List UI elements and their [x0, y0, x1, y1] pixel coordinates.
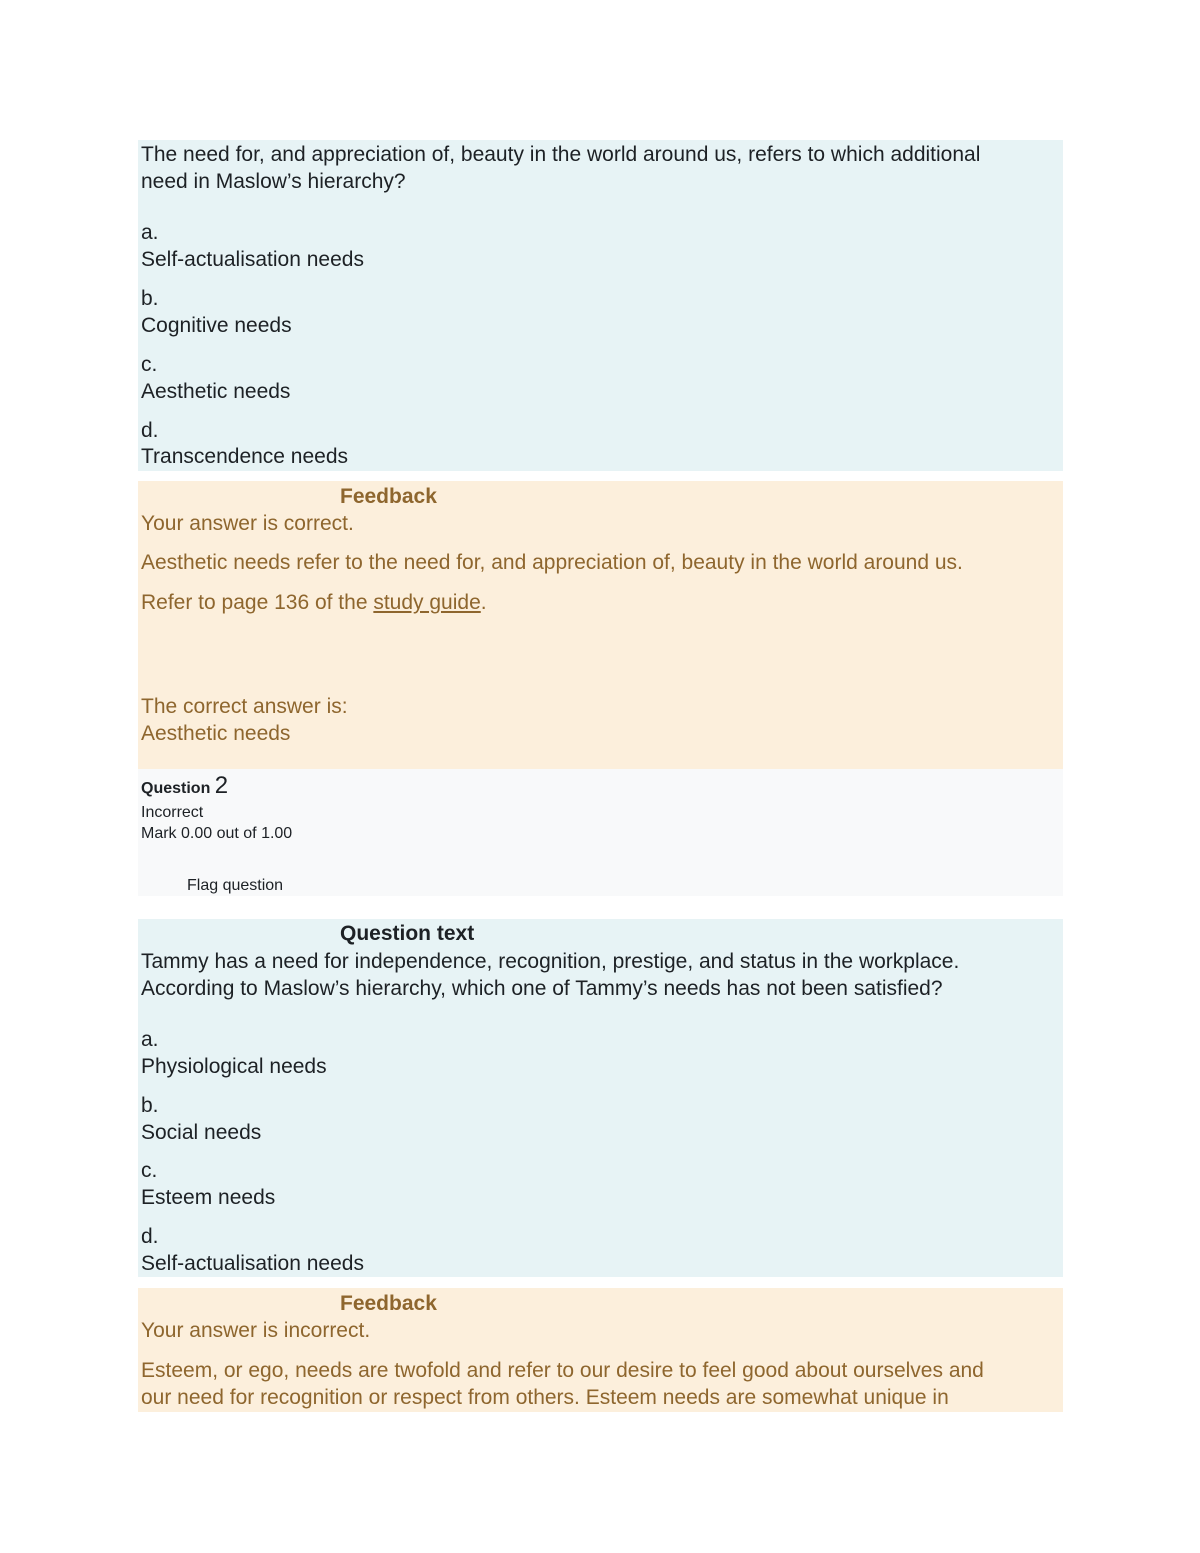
q1-correct-answer-label: The correct answer is: [141, 695, 348, 718]
q1-correct-answer-value: Aesthetic needs [141, 722, 291, 745]
study-guide-link[interactable]: study guide [373, 591, 481, 614]
q2-option-d-text[interactable]: Self-actualisation needs [141, 1252, 364, 1275]
q1-feedback-reference [141, 589, 487, 616]
q1-option-a-letter[interactable]: a. [141, 221, 159, 244]
q1-option-d-letter[interactable]: d. [141, 419, 159, 442]
q1-question-line-1: The need for, and appreciation of, beauty in the world around us, refers to which additional [141, 143, 981, 166]
q2-feedback-heading: Feedback [340, 1292, 437, 1315]
q2-question-heading: Question text [340, 922, 475, 945]
q1-option-a-text[interactable]: Self-actualisation needs [141, 248, 364, 271]
flag-question-link[interactable]: Flag question [187, 877, 284, 894]
q1-reference-suffix: . [480, 591, 487, 614]
q2-mark: Mark 0.00 out of 1.00 [141, 825, 293, 842]
q2-info-block [138, 769, 1063, 896]
q2-feedback-explanation-line-2: our need for recognition or respect from others. Esteem needs are somewhat unique in [141, 1386, 949, 1409]
q1-feedback-block [138, 481, 1063, 769]
q2-feedback-explanation-line-1: Esteem, or ego, needs are twofold and refer to our desire to feel good about ourselves and [141, 1359, 984, 1382]
q2-option-a-letter[interactable]: a. [141, 1028, 159, 1051]
q2-question-label: Question [141, 780, 211, 797]
q1-option-b-letter[interactable]: b. [141, 287, 159, 310]
q2-question-number [141, 771, 228, 804]
q2-question-line-2: According to Maslow’s hierarchy, which one of Tammy’s needs has not been satisfied? [141, 977, 943, 1000]
q2-question-block [138, 919, 1063, 1277]
q1-question-block [138, 140, 1063, 471]
q2-number: 2 [214, 772, 229, 799]
q2-option-d-letter[interactable]: d. [141, 1225, 159, 1248]
q2-option-a-text[interactable]: Physiological needs [141, 1055, 327, 1078]
q1-question-line-2: need in Maslow’s hierarchy? [141, 170, 406, 193]
q1-option-b-text[interactable]: Cognitive needs [141, 314, 292, 337]
q1-feedback-result: Your answer is correct. [141, 512, 354, 535]
q1-option-c-text[interactable]: Aesthetic needs [141, 380, 291, 403]
q1-feedback-explanation: Aesthetic needs refer to the need for, and appreciation of, beauty in the world around us. [141, 551, 963, 574]
q1-option-c-letter[interactable]: c. [141, 353, 158, 376]
q1-option-d-text[interactable]: Transcendence needs [141, 445, 349, 468]
q2-option-b-letter[interactable]: b. [141, 1094, 159, 1117]
q2-feedback-result: Your answer is incorrect. [141, 1319, 371, 1342]
q2-state: Incorrect [141, 804, 204, 821]
q2-question-line-1: Tammy has a need for independence, recognition, prestige, and status in the workplace. [141, 950, 960, 973]
q2-feedback-block [138, 1288, 1063, 1412]
q1-feedback-heading: Feedback [340, 485, 437, 508]
q2-option-c-text[interactable]: Esteem needs [141, 1186, 276, 1209]
q1-reference-prefix: Refer to page 136 of the [141, 591, 374, 614]
q2-option-b-text[interactable]: Social needs [141, 1121, 262, 1144]
q2-option-c-letter[interactable]: c. [141, 1159, 158, 1182]
